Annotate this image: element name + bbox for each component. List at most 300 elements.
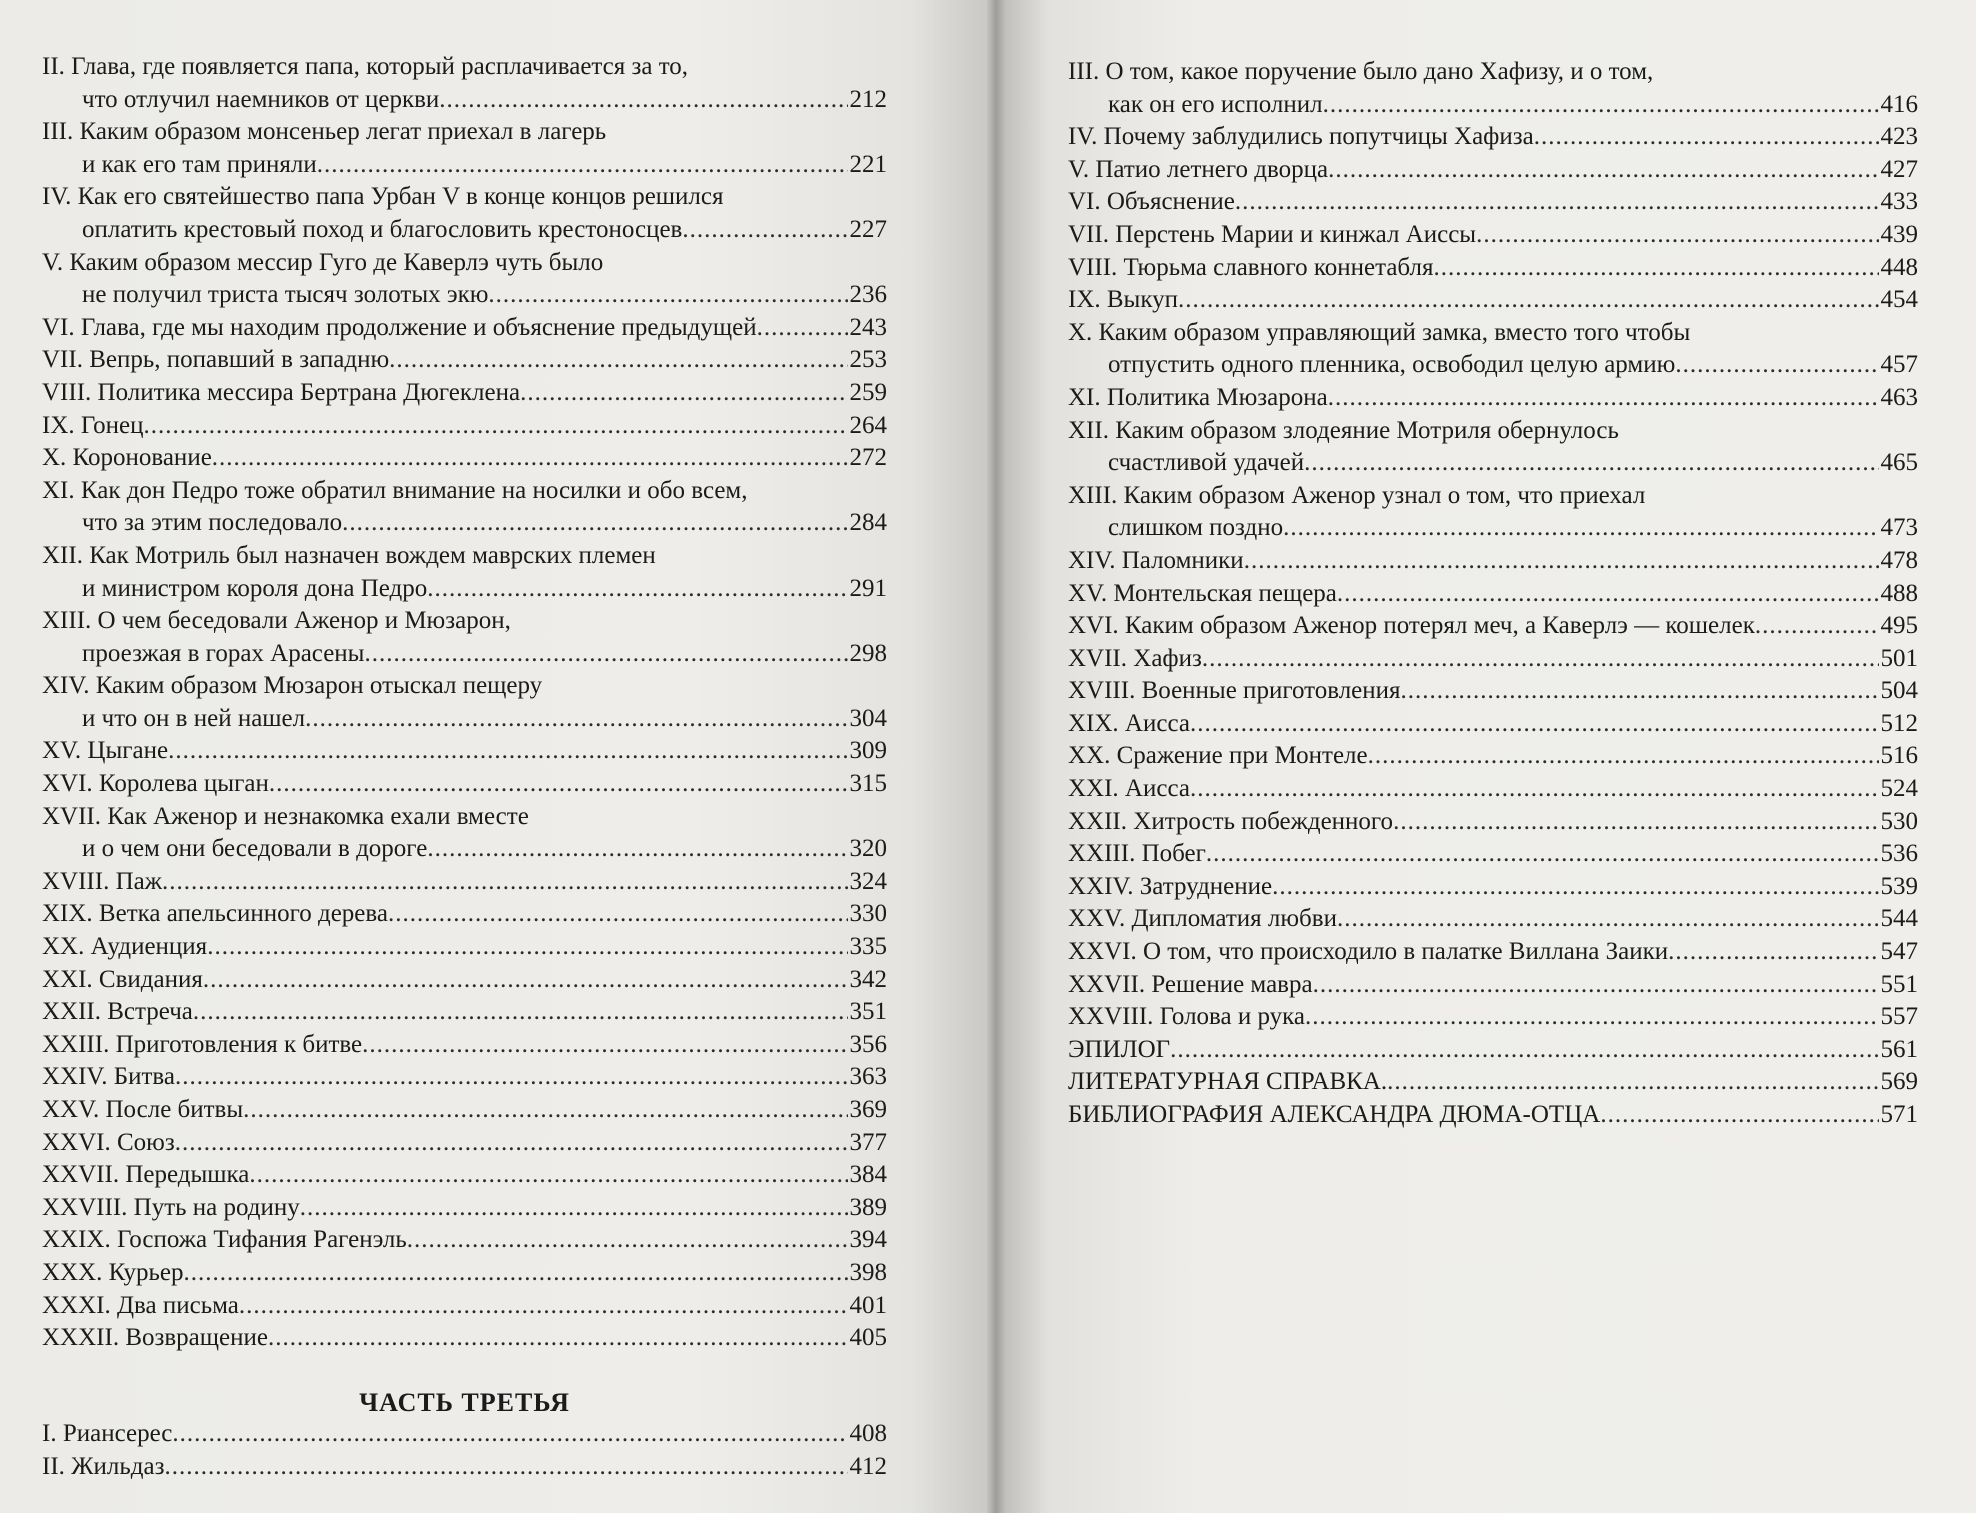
toc-entry-page-number: 457 [1880,351,1918,379]
toc-entry-line [1068,675,1918,708]
toc-entry-page-number: 291 [849,574,887,602]
dot-leader [203,964,848,997]
toc-entry-page-number: 394 [849,1226,887,1254]
toc-entry-line [1068,1034,1918,1067]
toc-left-list [42,51,887,1355]
toc-entry [1068,936,1918,969]
dot-leader [1600,1099,1878,1132]
toc-entry [1068,643,1918,676]
toc-entry-line [42,377,887,410]
toc-entry-title: XV. Монтельская пещера [1068,579,1337,607]
toc-entry-title: II. Глава, где появляется папа, который расплачивается за то, [42,53,689,80]
toc-entry [1068,545,1918,578]
toc-entry-title: XXV. После битвы [42,1096,244,1123]
dot-leader [1337,903,1879,936]
toc-entry-title: что отлучил наемников от церкви [82,85,440,113]
toc-entry-page-number: 253 [849,346,887,374]
toc-entry-line [1068,903,1918,936]
toc-entry-title: XXI. Аисса [1068,775,1190,803]
toc-entry-title: счастливой удачей [1108,449,1305,477]
toc-entry [1068,252,1918,285]
toc-entry [42,1418,887,1451]
toc-entry-page-number: 330 [849,900,887,928]
toc-entry [1068,578,1918,611]
dot-leader [305,703,847,736]
toc-entry-page-number: 243 [849,313,887,341]
toc-entry-page-number: 377 [849,1128,887,1156]
toc-entry-title: не получил триста тысяч золотых экю [82,281,489,309]
toc-entry-line [42,670,887,703]
toc-entry-page-number: 212 [849,85,887,113]
toc-entry [1068,415,1918,480]
toc-entry-line [1068,186,1918,219]
toc-entry-title: IV. Как его святейшество папа Урбан V в конце концов решился [42,183,724,211]
toc-entry [1068,1099,1918,1132]
toc-entry-page-number: 547 [1880,938,1918,966]
toc-entry-line [42,898,887,931]
toc-entry-line [1068,252,1918,285]
dot-leader [175,1127,848,1160]
book-gutter [985,0,1007,1513]
toc-entry [1068,121,1918,154]
toc-entry-continuation-line [1068,447,1918,480]
toc-entry-line [1068,773,1918,806]
toc-entry-line [42,801,887,834]
toc-entry-line [1068,415,1918,448]
toc-entry-title: III. Каким образом монсеньер легат приехал в лагерь [42,118,607,146]
dot-leader [162,866,847,899]
toc-entry-title: как он его исполнил [1108,90,1323,118]
dot-leader [342,507,847,540]
dot-leader [520,377,847,410]
toc-entry [1068,903,1918,936]
toc-entry-page-number: 324 [849,867,887,895]
toc-entry-line [1068,1066,1918,1099]
toc-entry-page-number: 315 [849,770,887,798]
toc-entry [1068,480,1918,545]
dot-leader [1755,610,1879,643]
toc-entry-title: VIII. Политика мессира Бертрана Дюгеклена [42,378,521,406]
toc-right-list [1068,56,1918,1132]
toc-entry-page-number: 465 [1880,449,1918,477]
toc-entry-line [1068,708,1918,741]
toc-entry-line [1068,969,1918,1002]
dot-leader [207,931,847,964]
toc-entry [1068,773,1918,806]
toc-entry-continuation-line [42,214,887,247]
toc-entry-line [1068,56,1918,89]
toc-entry-title: VIII. Тюрьма славного коннетабля [1068,253,1434,281]
toc-entry-title: XI. Политика Мюзарона [1068,383,1328,411]
toc-entry-line [42,1290,887,1323]
toc-entry [42,1029,887,1062]
toc-entry-title: XXVI. Союз [42,1128,175,1156]
toc-entry-line [1068,936,1918,969]
toc-entry-continuation-line [42,279,887,312]
toc-entry-line [1068,740,1918,773]
toc-entry-line [42,964,887,997]
toc-entry-line [1068,480,1918,513]
dot-leader [175,1061,848,1094]
toc-entry [42,540,887,605]
toc-entry-line [42,996,887,1029]
dot-leader [1668,936,1878,969]
toc-entry-page-number: 463 [1880,383,1918,411]
toc-entry-line [1068,578,1918,611]
toc-entry-page-number: 473 [1880,514,1918,542]
toc-entry-title: XXX. Курьер [42,1258,184,1286]
toc-entry-title: XVII. Как Аженор и незнакомка ехали вместе [42,802,529,830]
dot-leader [183,1257,847,1290]
toc-entry-line [42,1418,887,1451]
toc-entry-title: XXVIII. Путь на родину [42,1193,300,1221]
toc-entry [1068,610,1918,643]
toc-entry-page-number: 284 [849,509,887,537]
toc-entry-title: XXVII. Передышка [42,1161,250,1189]
toc-entry-line [42,1061,887,1094]
toc-entry-title: XII. Каким образом злодеяние Мотриля обернулось [1068,416,1619,444]
toc-entry-title: XXIII. Приготовления к битве [42,1030,363,1058]
toc-entry-title: XX. Аудиенция [42,933,208,961]
toc-entry-title: IX. Выкуп [1068,286,1179,314]
dot-leader [439,84,847,117]
dot-leader [317,149,848,182]
toc-entry-page-number: 351 [849,998,887,1026]
toc-entry-line [1068,1001,1918,1034]
toc-entry-title: III. О том, какое поручение было дано Хафизу, и о том, [1068,58,1654,85]
toc-entry-page-number: 363 [849,1063,887,1091]
toc-entry-title: V. Каким образом мессир Гуго де Каверлэ чуть было [42,248,604,276]
toc-entry-title: XXIV. Битва [42,1063,175,1091]
toc-entry-title: XIII. Каким образом Аженор узнал о том, что приехал [1068,481,1646,509]
toc-entry-line [42,181,887,214]
toc-entry [42,1224,887,1257]
toc-entry-page-number: 530 [1880,807,1918,835]
toc-entry-title: XVIII. Военные приготовления [1068,677,1401,705]
toc-entry-line [42,1127,887,1160]
toc-entry-title: XVI. Королева цыган [42,770,269,798]
toc-entry-title: проезжая в горах Арасены [82,639,365,667]
toc-entry-title: БИБЛИОГРАФИЯ АЛЕКСАНДРА ДЮМА-ОТЦА [1068,1101,1601,1128]
dot-leader [1190,773,1879,806]
toc-entry-page-number: 272 [849,444,887,472]
dot-leader [239,1290,848,1323]
toc-entry [42,1322,887,1355]
toc-entry-line [42,1094,887,1127]
toc-entry-page-number: 448 [1880,253,1918,281]
toc-entry-line [42,605,887,638]
toc-entry-page-number: 557 [1880,1003,1918,1031]
toc-entry-page-number: 384 [849,1161,887,1189]
toc-entry-page-number: 405 [849,1324,887,1352]
toc-entry [1068,284,1918,317]
toc-entry-continuation-line [42,703,887,736]
toc-entry-page-number: 501 [1880,644,1918,672]
dot-leader [1235,186,1879,219]
toc-entry-line [42,116,887,149]
dot-leader [1190,708,1879,741]
toc-entry-title: XII. Как Мотриль был назначен вождем маврских племен [42,541,656,569]
dot-leader [243,1094,847,1127]
toc-entry [1068,1066,1918,1099]
toc-entry [42,116,887,181]
toc-entry-line [1068,643,1918,676]
toc-entry-continuation-line [42,573,887,606]
dot-leader [407,1224,848,1257]
toc-entry [42,768,887,801]
toc-entry [42,1061,887,1094]
toc-entry-page-number: 561 [1880,1035,1918,1063]
toc-entry-title: ЛИТЕРАТУРНАЯ СПРАВКА. [1068,1068,1388,1096]
toc-entry-page-number: 423 [1880,123,1918,151]
dot-leader [269,768,848,801]
dot-leader [144,410,848,443]
toc-entry-line [1068,806,1918,839]
toc-entry-title: IV. Почему заблудились попутчицы Хафиза [1068,123,1534,151]
toc-entry-line [1068,284,1918,317]
toc-entry [42,964,887,997]
toc-entry-line [42,247,887,280]
toc-entry-line [1068,545,1918,578]
dot-leader [1272,871,1878,904]
dot-leader [488,279,847,312]
toc-entry-title: XXIV. Затруднение [1068,872,1273,900]
dot-leader [1328,154,1878,187]
toc-entry-line [42,1029,887,1062]
dot-leader [1244,545,1879,578]
toc-entry-title: что за этим последовало [82,509,343,537]
toc-entry-page-number: 264 [849,411,887,439]
toc-entry-line [42,1257,887,1290]
toc-entry [1068,1001,1918,1034]
dot-leader [362,1029,847,1062]
toc-entry-title: XXXI. Два письма [42,1291,239,1319]
toc-entry [1068,382,1918,415]
toc-entry-title: и как его там приняли [82,150,317,178]
toc-entry [1068,969,1918,1002]
toc-entry-page-number: 304 [849,704,887,732]
toc-entry [1068,1034,1918,1067]
toc-entry [42,51,887,116]
toc-entry-page-number: 488 [1880,579,1918,607]
dot-leader [1305,1001,1878,1034]
toc-entry-title: XX. Сражение при Монтеле [1068,742,1368,770]
toc-entry-line [42,312,887,345]
dot-leader [1675,349,1878,382]
toc-entry [42,801,887,866]
toc-entry [42,605,887,670]
dot-leader [1206,838,1879,871]
toc-entry [42,344,887,377]
dot-leader [1401,675,1879,708]
toc-entry [42,898,887,931]
toc-entry-page-number: 227 [849,215,887,243]
toc-entry-continuation-line [1068,89,1918,122]
toc-entry-line [42,410,887,443]
toc-entry-line [42,475,887,508]
toc-entry-line [42,931,887,964]
toc-part-three-list [42,1418,887,1483]
toc-entry-page-number: 516 [1880,742,1918,770]
toc-entry-page-number: 571 [1880,1101,1918,1128]
toc-entry-page-number: 342 [849,965,887,993]
toc-entry-page-number: 524 [1880,775,1918,803]
toc-entry-page-number: 416 [1880,90,1918,118]
toc-entry-page-number: 433 [1880,188,1918,216]
toc-entry-page-number: 236 [849,281,887,309]
toc-entry-line [1068,838,1918,871]
dot-leader [1313,969,1879,1002]
dot-leader [1328,382,1879,415]
dot-leader [1202,643,1879,676]
toc-entry-title: XVI. Каким образом Аженор потерял меч, а Каверлэ — кошелек [1068,612,1755,640]
toc-entry [1068,154,1918,187]
toc-entry-title: XVII. Хафиз [1068,644,1202,672]
toc-entry-title: ЭПИЛОГ [1068,1035,1171,1063]
toc-entry-title: слишком поздно [1108,514,1284,542]
toc-entry [1068,806,1918,839]
toc-entry [42,1192,887,1225]
toc-entry-line [1068,871,1918,904]
toc-entry-page-number: 221 [849,150,887,178]
toc-entry [42,1094,887,1127]
toc-entry-title: XXVI. О том, что происходило в палатке Виллана Заики [1068,938,1669,966]
toc-entry-page-number: 427 [1880,155,1918,183]
toc-entry-title: XIX. Ветка апельсинного дерева [42,900,388,928]
toc-entry-line [42,866,887,899]
toc-entry-continuation-line [42,507,887,540]
toc-entry-page-number: 259 [849,378,887,406]
toc-entry-line [42,344,887,377]
dot-leader [212,442,848,475]
dot-leader [427,573,847,606]
toc-entry [1068,317,1918,382]
toc-entry-line [42,1322,887,1355]
toc-entry [42,1257,887,1290]
toc-entry-title: XXIX. Госпожа Тифания Рагенэль [42,1226,407,1254]
toc-entry-title: XXVII. Решение мавра [1068,970,1313,998]
dot-leader [1387,1066,1878,1099]
toc-entry-title: XXII. Встреча [42,998,193,1026]
dot-leader [1393,806,1878,839]
toc-entry [42,735,887,768]
toc-entry-title: оплатить крестовый поход и благословить крестоносцев [82,215,683,243]
toc-entry-title: IX. Гонец [42,411,144,439]
toc-entry-line [42,1159,887,1192]
toc-entry-line [42,1192,887,1225]
toc-entry-continuation-line [42,84,887,117]
toc-entry-line [42,768,887,801]
toc-entry-title: XIX. Аисса [1068,709,1190,737]
toc-entry-title: VII. Вепрь, попавший в западню [42,346,390,374]
toc-entry-line [1068,382,1918,415]
toc-entry [42,1290,887,1323]
dot-leader [1178,284,1878,317]
toc-entry-page-number: 298 [849,639,887,667]
toc-entry-line [1068,317,1918,350]
toc-entry-title: XIV. Каким образом Мюзарон отыскал пещеру [42,672,543,700]
toc-entry [42,442,887,475]
dot-leader [1534,121,1879,154]
toc-entry-page-number: 539 [1880,872,1918,900]
toc-entry-page-number: 412 [849,1452,887,1480]
toc-entry-title: XI. Как дон Педро тоже обратил внимание на носилки и обо всем, [42,476,748,504]
dot-leader [1283,512,1878,545]
toc-entry [1068,708,1918,741]
toc-entry-line [42,51,887,84]
toc-entry [1068,56,1918,121]
toc-entry-line [42,1451,887,1484]
toc-entry-title: I. Риансерес [42,1420,173,1447]
toc-entry-page-number: 536 [1880,840,1918,868]
dot-leader [168,735,847,768]
toc-entry-page-number: 504 [1880,677,1918,705]
toc-entry-continuation-line [1068,349,1918,382]
toc-entry-page-number: 320 [849,835,887,863]
toc-entry-title: VI. Глава, где мы находим продолжение и объяснение предыдущей [42,313,757,341]
dot-leader [388,898,848,931]
toc-entry-page-number: 569 [1880,1068,1918,1096]
dot-leader [165,1451,848,1484]
toc-entry-page-number: 369 [849,1096,887,1123]
toc-entry-title: XVIII. Паж [42,867,163,895]
toc-entry [42,410,887,443]
toc-entry-title: XV. Цыгане [42,737,169,765]
toc-entry-continuation-line [42,638,887,671]
toc-entry-continuation-line [1068,512,1918,545]
dot-leader [268,1322,848,1355]
toc-entry [1068,871,1918,904]
toc-entry-title: VI. Объяснение [1068,188,1235,216]
dot-leader [682,214,847,247]
toc-entry-page-number: 439 [1880,220,1918,248]
toc-entry [42,996,887,1029]
dot-leader [193,996,848,1029]
toc-entry-page-number: 478 [1880,546,1918,574]
toc-entry-page-number: 495 [1880,612,1918,640]
dot-leader [1323,89,1879,122]
dot-leader [1170,1034,1878,1067]
toc-entry-page-number: 356 [849,1030,887,1058]
toc-entry [42,181,887,246]
toc-entry-title: XIV. Паломники [1068,546,1244,574]
toc-entry-page-number: 512 [1880,709,1918,737]
toc-entry-title: XXXII. Возвращение [42,1324,268,1352]
toc-entry-title: XXI. Свидания [42,965,203,993]
toc-entry-page-number: 401 [849,1291,887,1319]
toc-entry-title: XXIII. Побег [1068,840,1206,868]
toc-entry-line [42,442,887,475]
toc-entry-continuation-line [42,833,887,866]
dot-leader [389,344,847,377]
toc-entry [1068,219,1918,252]
toc-entry [42,866,887,899]
toc-entry-title: X. Каким образом управляющий замка, вместо того чтобы [1068,318,1691,346]
toc-entry-line [42,1224,887,1257]
toc-entry-title: и что он в ней нашел [82,704,306,732]
toc-entry [1068,675,1918,708]
toc-entry [42,670,887,735]
toc-entry-line [42,735,887,768]
dot-leader [427,833,847,866]
toc-entry-line [1068,610,1918,643]
toc-entry [42,1127,887,1160]
toc-entry-title: II. Жильдаз [42,1452,165,1480]
toc-entry-page-number: 389 [849,1193,887,1221]
toc-entry [42,247,887,312]
toc-entry-line [42,540,887,573]
dot-leader [1476,219,1878,252]
